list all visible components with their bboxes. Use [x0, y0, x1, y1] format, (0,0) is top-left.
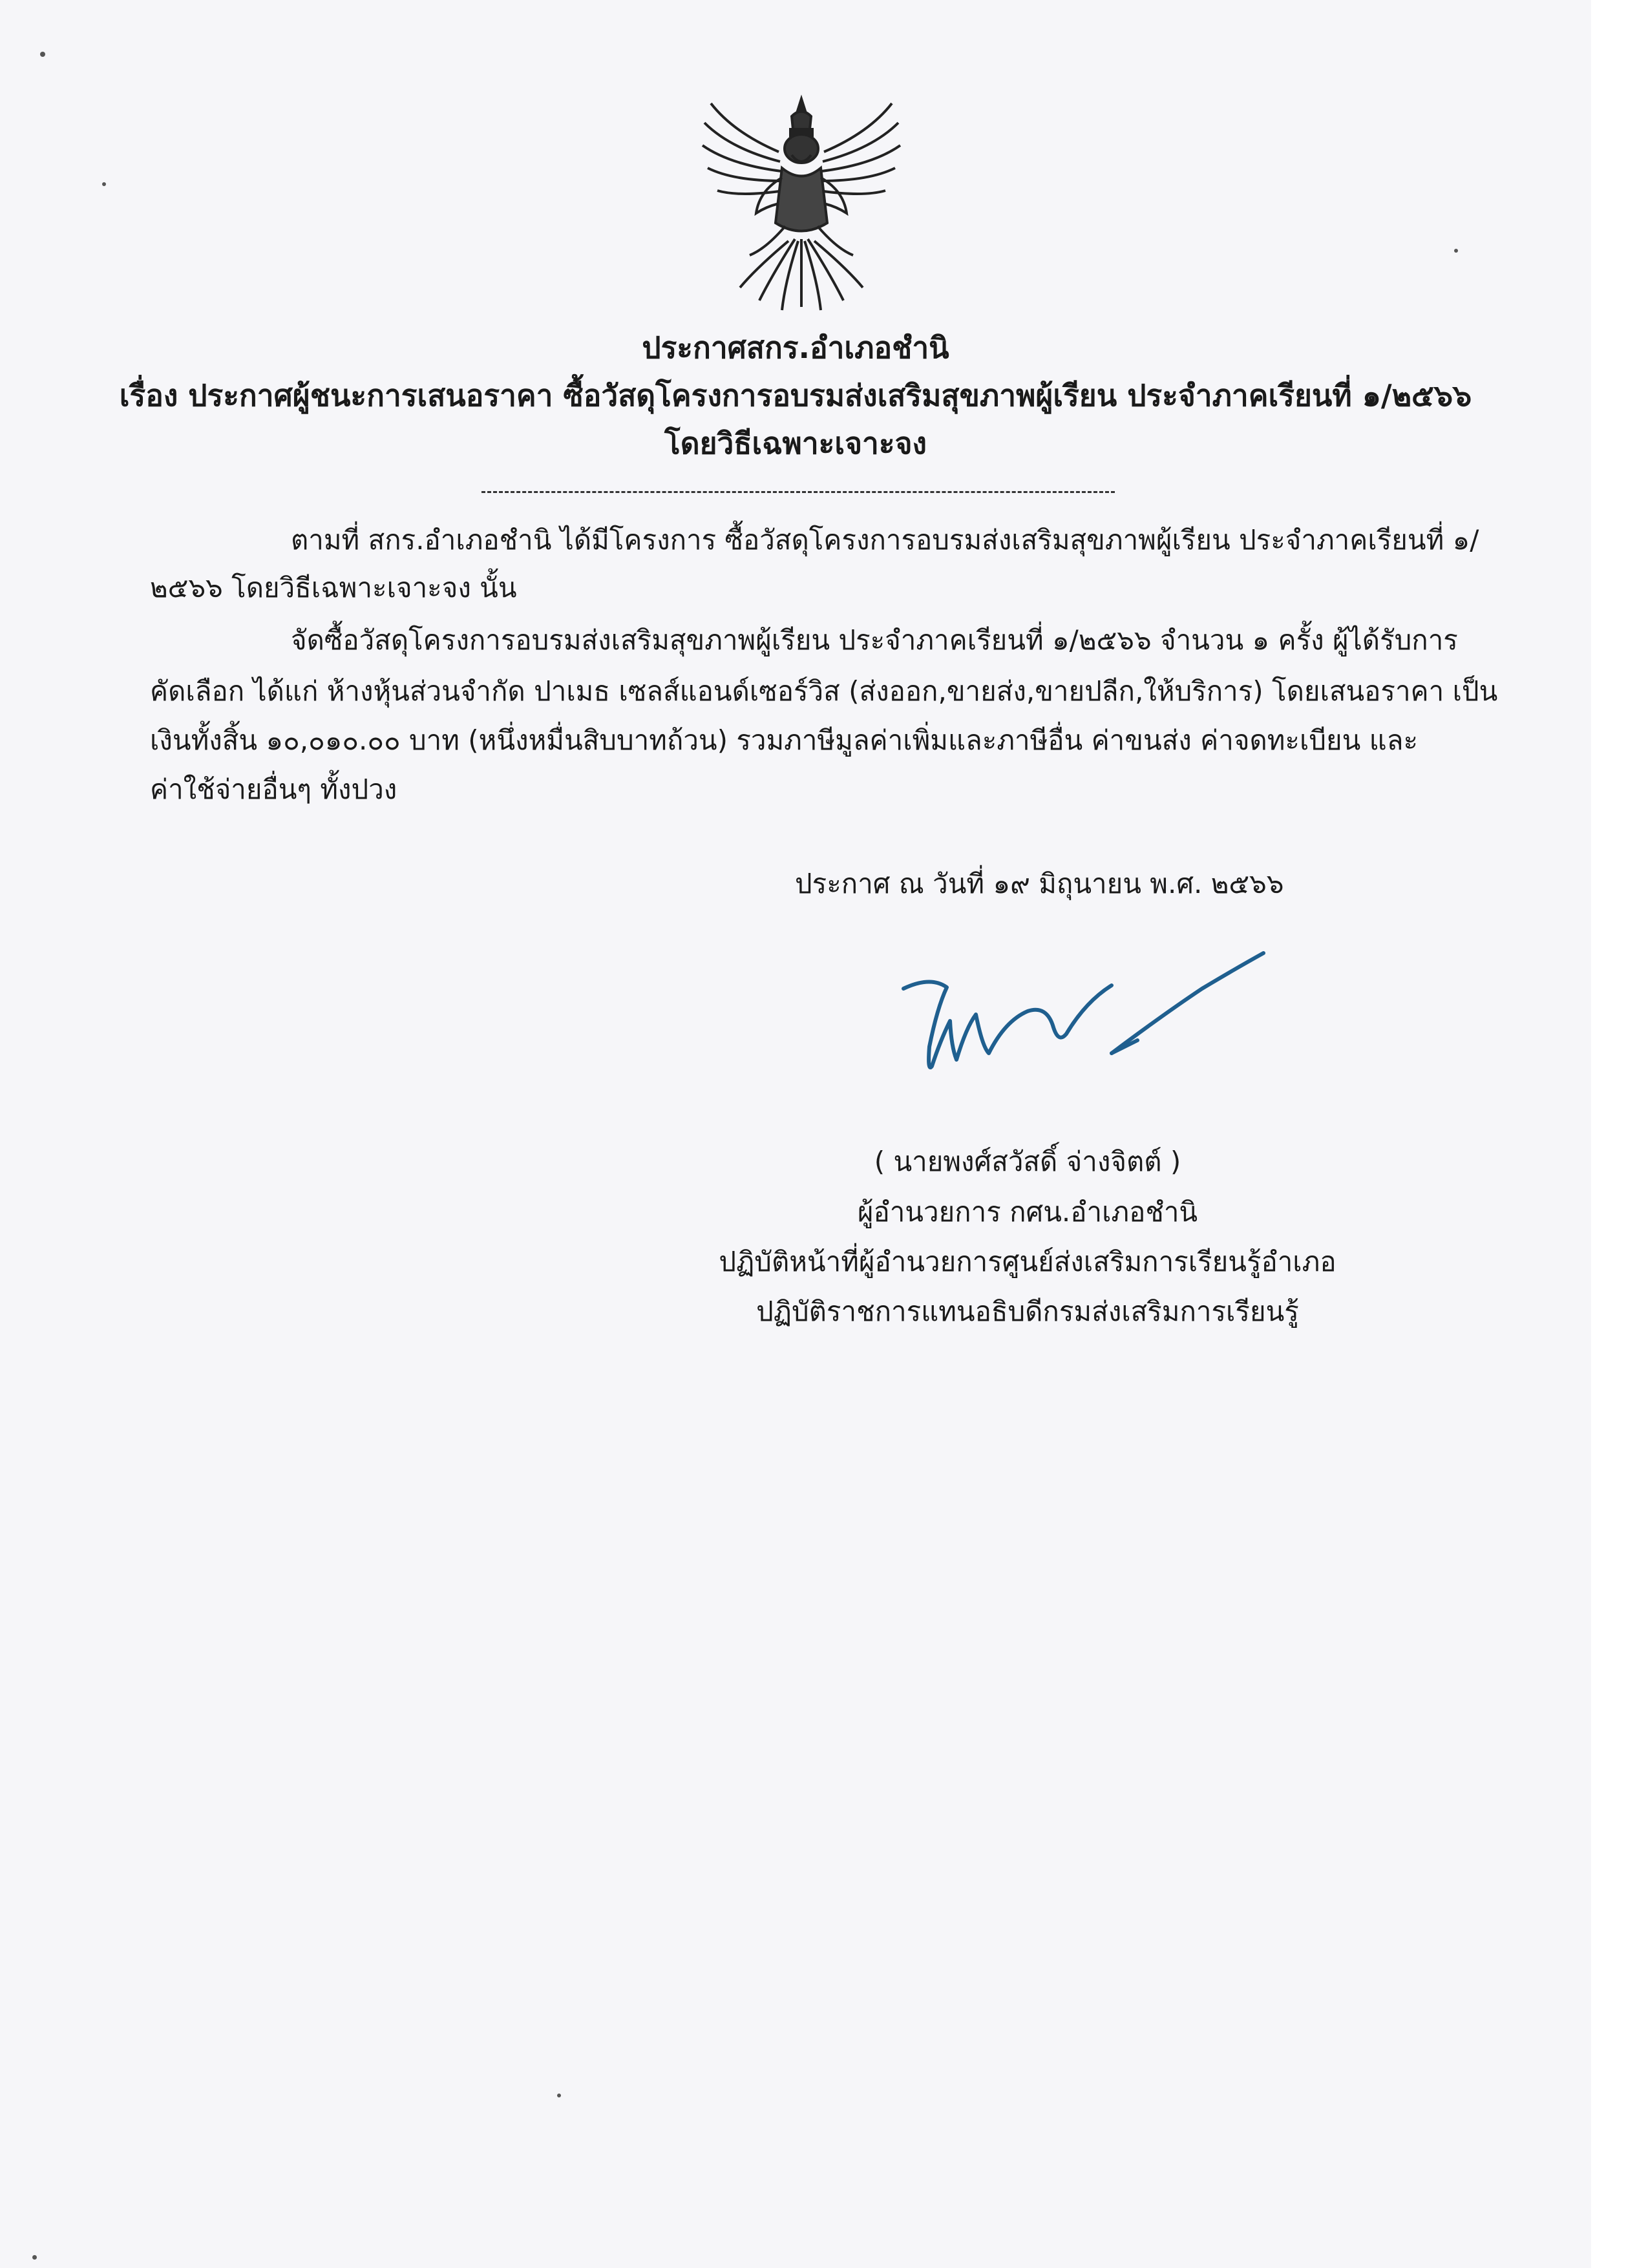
- scan-speck: [32, 2255, 37, 2260]
- scan-speck: [1454, 249, 1458, 253]
- signatory-acting-role: ปฏิบัติหน้าที่ผู้อำนวยการศูนย์ส่งเสริมการเรียนรู้อำเภอ: [719, 1246, 1336, 1277]
- scan-speck: [40, 52, 45, 57]
- paragraph-1-line-2: ๒๕๖๖ โดยวิธีเฉพาะเจาะจง นั้น: [150, 572, 517, 604]
- method-heading: โดยวิธีเฉพาะเจาะจง: [664, 426, 927, 461]
- scan-edge: [1591, 0, 1648, 2268]
- paragraph-2-line-4: ค่าใช้จ่ายอื่นๆ ทั้งปวง: [150, 773, 397, 805]
- paragraph-2-line-2: คัดเลือก ได้แก่ ห้างหุ้นส่วนจำกัด ปาเมธ เซลส์แอนด์เซอร์วิส (ส่งออก,ขายส่ง,ขายปลีก,ให้บริการ) โดยเสนอราคา เป็น: [150, 675, 1498, 707]
- signatory-on-behalf: ปฏิบัติราชการแทนอธิบดีกรมส่งเสริมการเรียนรู้: [756, 1296, 1299, 1327]
- paragraph-2-line-1: จัดซื้อวัสดุโครงการอบรมส่งเสริมสุขภาพผู้เรียน ประจำภาคเรียนที่ ๑/๒๕๖๖ จำนวน ๑ ครั้ง ผู้ได้รับการ: [291, 624, 1458, 656]
- scan-speck: [102, 182, 106, 186]
- org-heading: ประกาศสกร.อำเภอชำนิ: [642, 330, 949, 365]
- divider-line: [481, 491, 1115, 493]
- garuda-emblem: [695, 94, 908, 320]
- scan-speck: [557, 2094, 561, 2097]
- announcement-date: ประกาศ ณ วันที่ ๑๙ มิถุนายน พ.ศ. ๒๕๖๖: [795, 868, 1284, 899]
- handwritten-signature: [892, 950, 1280, 1092]
- paragraph-2-line-3: เงินทั้งสิ้น ๑๐,๐๑๐.๐๐ บาท (หนึ่งหมื่นสิบบาทถ้วน) รวมภาษีมูลค่าเพิ่มและภาษีอื่น ค่าขนส่ง ค่าจดทะเบียน และ: [150, 724, 1419, 756]
- signatory-name: ( นายพงศ์สวัสดิ์ จ่างจิตต์ ): [874, 1146, 1181, 1177]
- signatory-title: ผู้อำนวยการ กศน.อำเภอชำนิ: [857, 1196, 1198, 1228]
- subject-heading: เรื่อง ประกาศผู้ชนะการเสนอราคา ซื้อวัสดุโครงการอบรมส่งเสริมสุขภาพผู้เรียน ประจำภาคเรียนที่ ๑/๒๕๖๖: [119, 378, 1472, 413]
- paragraph-1-line-1: ตามที่ สกร.อำเภอชำนิ ได้มีโครงการ ซื้อวัสดุโครงการอบรมส่งเสริมสุขภาพผู้เรียน ประจำภาคเรียนที่ ๑/: [291, 524, 1479, 556]
